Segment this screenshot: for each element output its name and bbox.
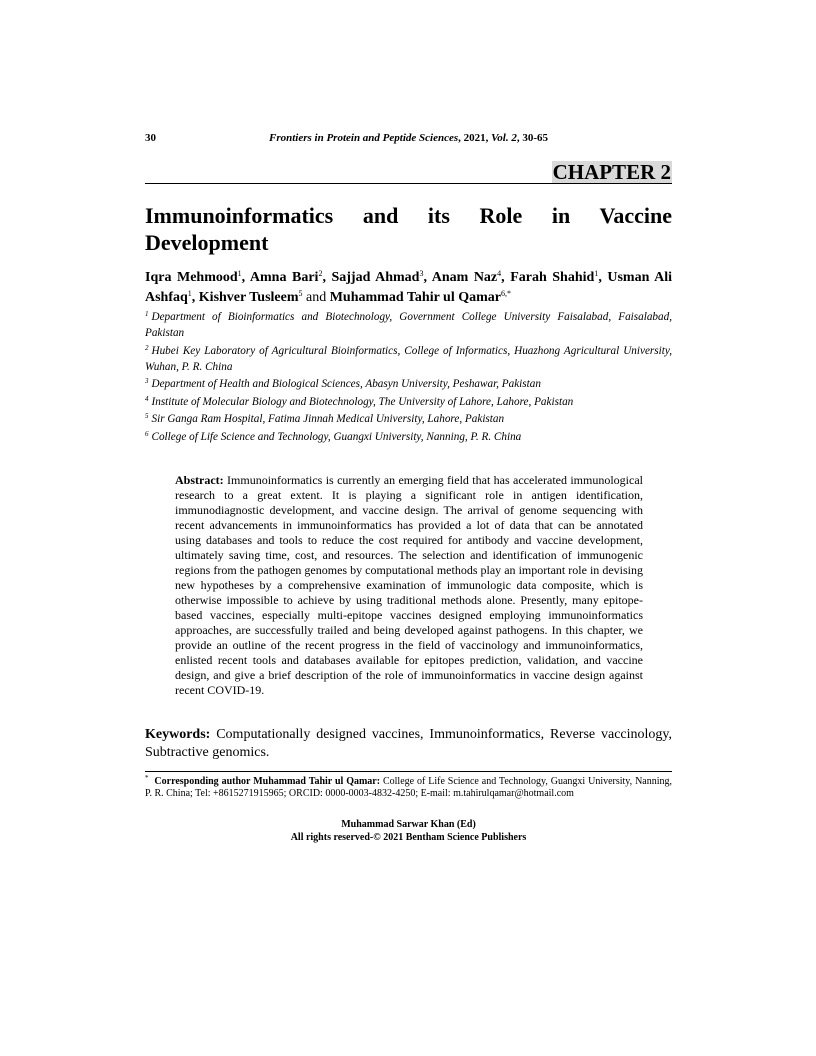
- affiliation-marker: 6: [145, 429, 149, 438]
- running-head: [145, 130, 672, 146]
- journal-citation: [145, 132, 672, 144]
- author-separator: ,: [598, 270, 608, 285]
- author-affiliation-marker: 6,*: [501, 289, 511, 298]
- author-separator: ,: [241, 270, 250, 285]
- affiliation-item: [145, 343, 672, 375]
- keywords: [145, 726, 672, 762]
- footnote-text: College of Life Science and Technology, Guangxi University, Nanning, P. R. China; Tel: +8615271915965; ORCID: 0000-0003-4832-4250; E-mail: m.tahirulqamar@hotmail.com: [145, 775, 673, 799]
- affiliation-text: Department of Bioinformatics and Biotechnology, Government College University Faisalabad, Faisalabad, Pakistan: [145, 311, 672, 339]
- author-connector: and: [306, 290, 327, 305]
- publisher-block: [145, 818, 672, 844]
- keywords-label: Keywords:: [145, 726, 211, 742]
- author-affiliation-marker: 1: [594, 269, 599, 278]
- affiliation-item: [145, 309, 672, 341]
- affiliation-marker: 1: [145, 310, 149, 318]
- author-name: Usman Ali Ashfaq: [145, 270, 672, 305]
- page-number: 30: [145, 132, 156, 144]
- author-separator: ,: [423, 270, 432, 285]
- affiliation-item: [145, 429, 672, 445]
- author-name: Anam Naz: [431, 270, 498, 285]
- journal-pages: , 30-65: [516, 132, 548, 144]
- paper-page: [145, 130, 672, 844]
- affiliation-marker: 2: [145, 343, 149, 352]
- journal-year: , 2021,: [458, 132, 492, 144]
- chapter-label: CHAPTER 2: [552, 160, 671, 184]
- affiliation-text: Department of Health and Biological Sciences, Abasyn University, Peshawar, Pakistan: [151, 378, 541, 390]
- affiliation-text: Hubei Key Laboratory of Agricultural Bioinformatics, College of Informatics, Huazhong Agricultural University, Wuhan, P. R. China: [145, 344, 672, 373]
- abstract: [175, 473, 643, 698]
- author-affiliation-marker: 1: [187, 289, 192, 298]
- author-name: Iqra Mehmood: [145, 270, 238, 285]
- abstract-label: Abstract:: [175, 472, 224, 487]
- affiliation-text: Sir Ganga Ram Hospital, Fatima Jinnah Medical University, Lahore, Pakistan: [151, 413, 505, 425]
- author-name: Farah Shahid: [510, 270, 595, 285]
- affiliation-marker: 5: [145, 412, 149, 420]
- author-separator: ,: [191, 290, 199, 305]
- author-affiliation-marker: 1: [237, 269, 242, 278]
- footnote-label: Corresponding author Muhammad Tahir ul Qamar:: [154, 775, 381, 787]
- chapter-header: [145, 159, 672, 184]
- affiliation-marker: 4: [145, 394, 149, 403]
- footnote-divider: [145, 771, 672, 772]
- affiliation-item: [145, 376, 672, 392]
- editor-line: Muhammad Sarwar Khan (Ed): [341, 818, 476, 830]
- keywords-text: Computationally designed vaccines, Immunoinformatics, Reverse vaccinology, Subtractive genomics.: [145, 726, 672, 760]
- chapter-title: Immunoinformatics and its Role in Vaccine Development: [145, 203, 672, 255]
- author-name: Sajjad Ahmad: [331, 270, 420, 285]
- author-name: Amna Bari: [249, 270, 319, 285]
- author-name: Kishver Tusleem: [198, 290, 299, 305]
- affiliation-marker: 3: [145, 377, 149, 385]
- abstract-text: Immunoinformatics is currently an emerging field that has accelerated immunological research to a great extent. It is playing a significant role in antigen identification, immunodiagnostic development, and vaccine design. The arrival of genome sequencing with recent advancements in immunoinformatics has provided a lot of data that can be annotated using databases and tools to reduce the cost required for antibody and vaccine development, ultimately saving time, cost, and resources. The selection and identification of immunogenic regions from the pathogen genomes by computational methods play an important role in devising new hypotheses by a comprehensive examination of immunologic data composite, which is otherwise impossible to achieve by using traditional methods alone. Presently, many epitope-based vaccines, especially multi-epitope vaccines designed employing immunoinformatics approaches, are successfully trailed and being developed against pathogens. In this chapter, we provide an outline of the recent progress in the field of vaccinology and immunoinformatics, enlisted recent tools and databases available for epitopes prediction, validation, and vaccine design, and give a brief description of the role of immunoinformatics in vaccine design against recent COVID-19.: [175, 472, 644, 697]
- corresponding-author-footnote: [145, 773, 673, 800]
- affiliation-text: College of Life Science and Technology, Guangxi University, Nanning, P. R. China: [151, 430, 522, 443]
- footnote-marker: *: [145, 773, 149, 782]
- author-affiliation-marker: 3: [419, 269, 424, 278]
- journal-name: Frontiers in Protein and Peptide Sciences: [268, 132, 459, 144]
- journal-volume: Vol. 2: [491, 132, 517, 144]
- author-name: Muhammad Tahir ul Qamar: [329, 290, 501, 305]
- affiliation-item: [145, 411, 672, 427]
- rights-line: All rights reserved-© 2021 Bentham Science Publishers: [290, 831, 527, 843]
- author-affiliation-marker: 4: [497, 269, 502, 278]
- author-separator: ,: [322, 270, 332, 285]
- affiliation-list: [145, 309, 672, 445]
- author-affiliation-marker: 2: [318, 269, 323, 278]
- author-affiliation-marker: 5: [298, 289, 303, 298]
- author-list: [145, 268, 672, 308]
- author-separator: ,: [501, 270, 511, 285]
- affiliation-text: Institute of Molecular Biology and Biotechnology, The University of Lahore, Lahore, Pakistan: [151, 395, 574, 408]
- affiliation-item: [145, 394, 672, 410]
